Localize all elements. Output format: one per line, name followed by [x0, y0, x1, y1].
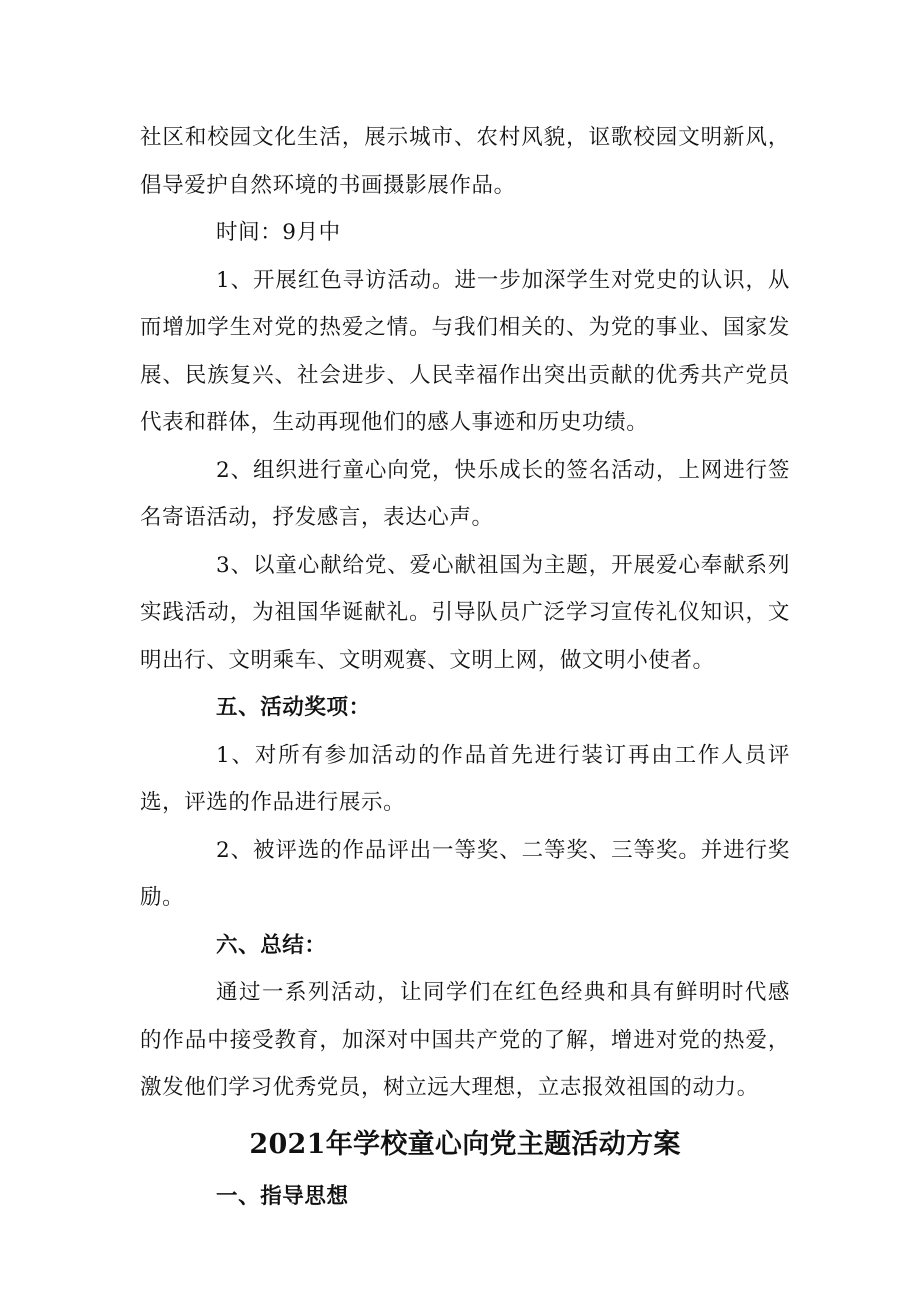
- paragraph-continuation: 社区和校园文化生活，展示城市、农村风貌，讴歌校园文明新风，倡导爱护自然环境的书画摄影展作品。: [140, 125, 790, 198]
- paragraph-item-2: 2、组织进行童心向党，快乐成长的签名活动，上网进行签名寄语活动，抒发感言，表达心声。: [140, 457, 790, 530]
- award-item-1: 1、对所有参加活动的作品首先进行装订再由工作人员评选，评选的作品进行展示。: [140, 742, 790, 815]
- document-title: 2021年学校童心向党主题活动方案: [249, 1128, 681, 1160]
- paragraph-item-3: 3、以童心献给党、爱心献祖国为主题，开展爱心奉献系列实践活动，为祖国华诞献礼。引导队员广泛学习宣传礼仪知识，文明出行、文明乘车、文明观赛、文明上网，做文明小使者。: [140, 552, 790, 673]
- section-five-heading: 五、活动奖项：: [216, 695, 371, 720]
- section-six-heading: 六、总结：: [216, 932, 327, 958]
- award-item-2: 2、被评选的作品评出一等奖、二等奖、三等奖。并进行奖励。: [140, 837, 790, 910]
- summary-paragraph: 通过一系列活动，让同学们在红色经典和具有鲜明时代感的作品中接受教育，加深对中国共产党的了解，增进对党的热爱，激发他们学习优秀党员，树立远大理想，立志报效祖国的动力。: [140, 980, 790, 1100]
- paragraph-time: 时间：9月中: [216, 220, 341, 245]
- document-body: [140, 114, 790, 1220]
- paragraph-item-1: 1、开展红色寻访活动。进一步加深学生对党史的认识，从而增加学生对党的热爱之情。与我们相关的、为党的事业、国家发展、民族复兴、社会进步、人民幸福作出突出贡献的优秀共产党员代表和群体，生动再现他们的感人事迹和历史功绩。: [140, 267, 790, 435]
- guiding-ideology-heading: 一、指导思想: [216, 1183, 349, 1209]
